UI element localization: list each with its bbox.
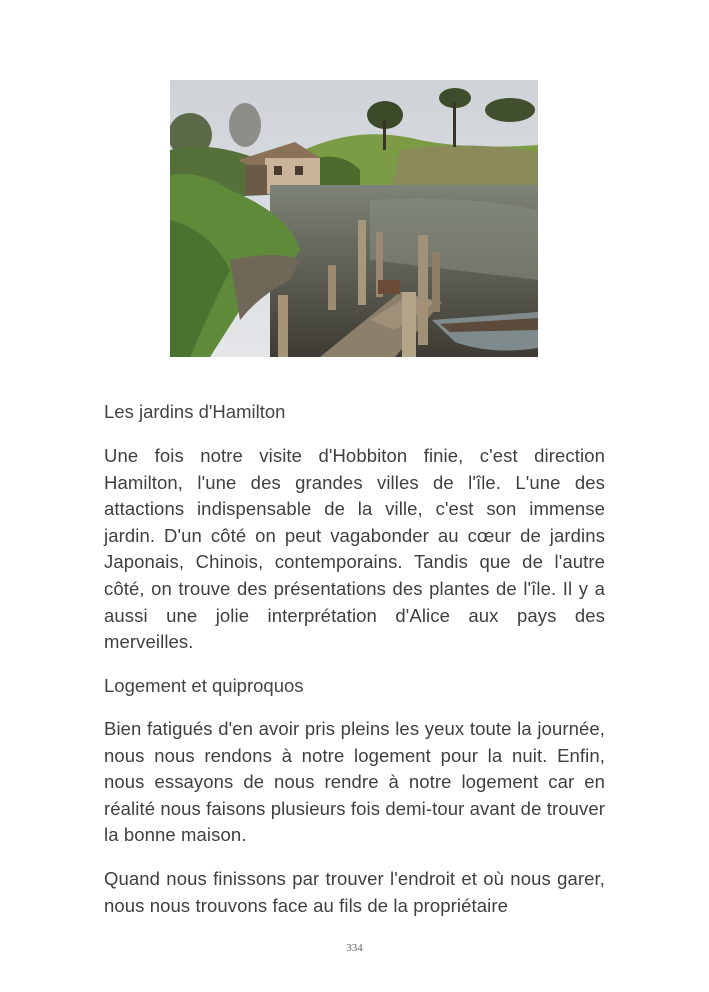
- section-heading: Logement et quiproquos: [104, 675, 304, 696]
- paragraph: Quand nous finissons par trouver l'endroit et où nous garer, nous nous trouvons face au fils de la propriétaire: [104, 868, 605, 916]
- paragraph: Bien fatigués d'en avoir pris pleins les yeux toute la journée, nous nous rendons à notre logement pour la nuit. Enfin, nous essayons de nous rendre à notre logement car en réalité nous faisons plusieurs fois demi-tour avant de trouver la bonne maison.: [104, 718, 605, 846]
- page-number: 334: [346, 942, 363, 954]
- paragraph: Une fois notre visite d'Hobbiton finie, c'est direction Hamilton, l'une des grandes villes de l'île. L'une des attactions indispensable de la ville, c'est son immense jardin. D'un côté on peut vagabonder au cœur de jardins Japonais, Chinois, contemporains. Tandis que de l'autre côté, on trouve des présentations des plantes de l'île. Il y a aussi une jolie interprétation d'Alice aux pays des merveilles.: [104, 445, 605, 653]
- lake-mill-photo: [170, 80, 538, 357]
- section-heading: Les jardins d'Hamilton: [104, 401, 286, 422]
